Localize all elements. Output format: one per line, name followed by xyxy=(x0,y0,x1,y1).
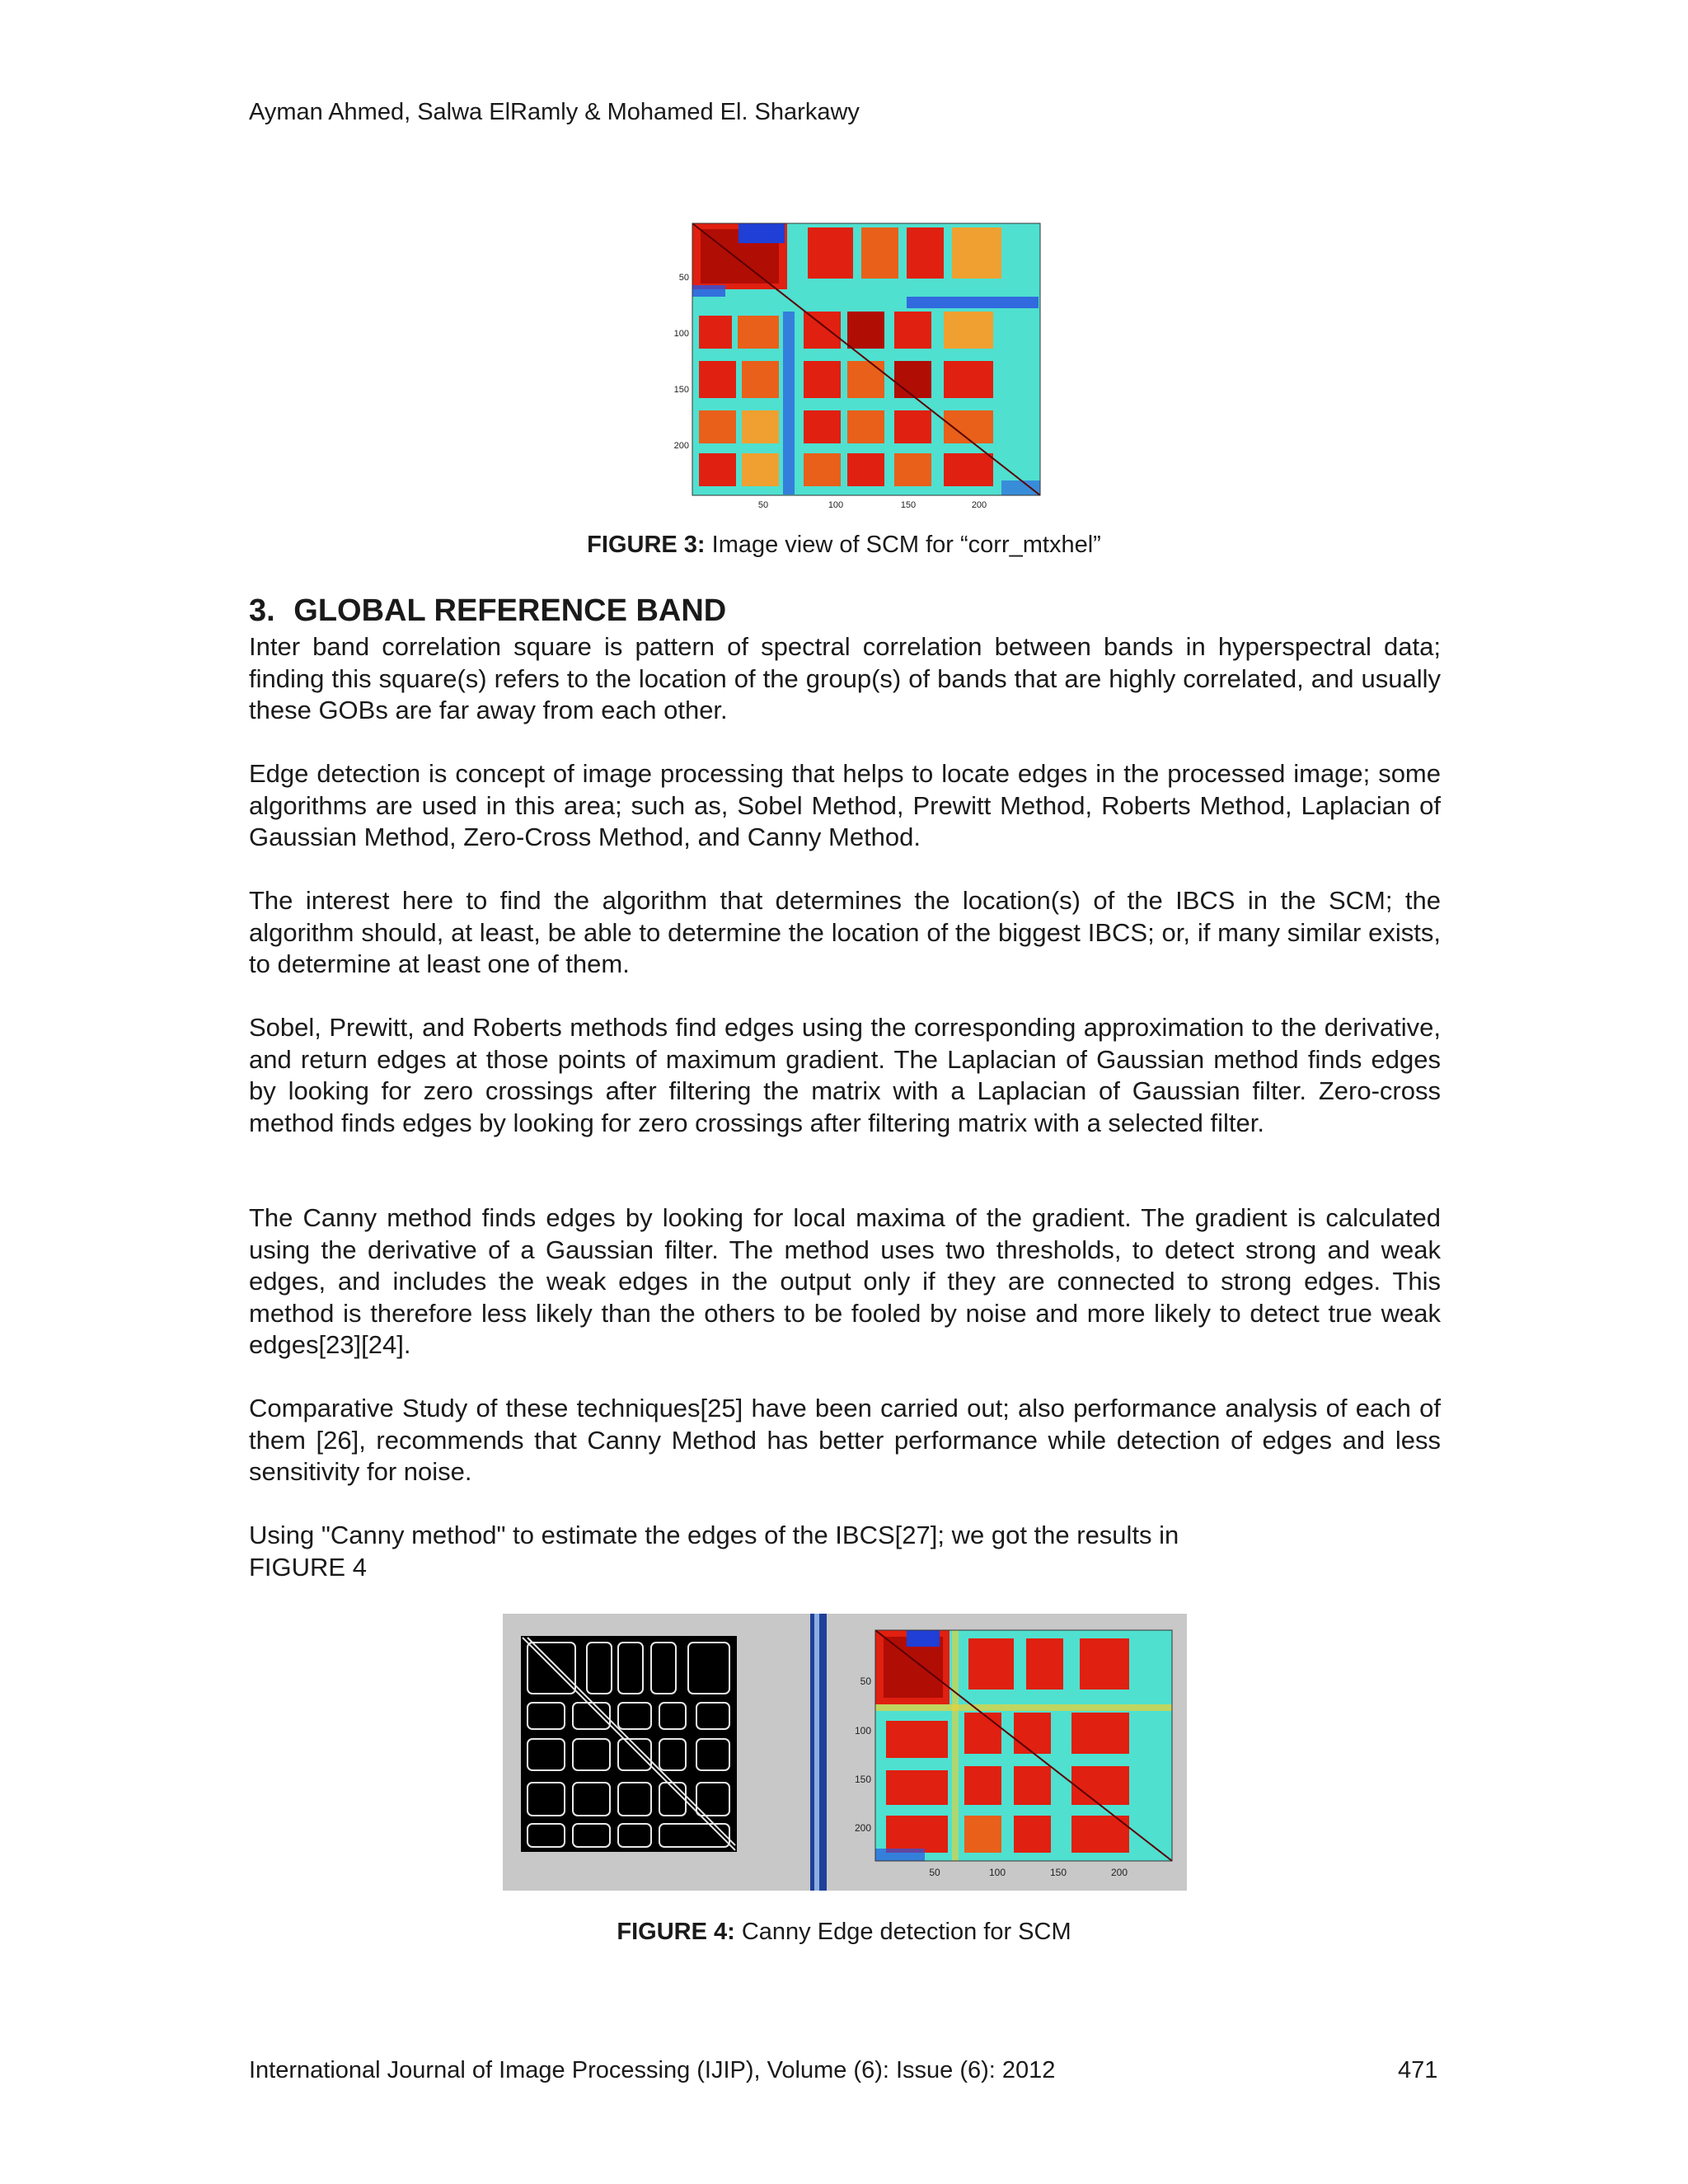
figure-4-edge-map xyxy=(521,1636,737,1852)
figure-3-y-tick: 200 xyxy=(673,441,689,451)
figure-3-caption xyxy=(0,532,1688,559)
figure-4-x-tick: 200 xyxy=(1110,1867,1128,1878)
paragraph-1: Inter band correlation square is pattern of spectral correlation between bands in hyperspectral data; finding this square(s) refers to the location of the group(s) of bands that are highly correlated, and usually these GOBs are far away from each other. xyxy=(249,632,1441,725)
figure-3-x-tick: 100 xyxy=(828,500,844,510)
figure-4-x-tick: 100 xyxy=(988,1867,1006,1878)
figure-4-x-tick: 50 xyxy=(929,1867,940,1878)
paragraph-7: Using "Canny method" to estimate the edges of the IBCS[27]; we got the results in xyxy=(249,1521,1179,1549)
paragraph-5: The Canny method finds edges by looking for local maxima of the gradient. The gradient is calculated using the derivative of a Gaussian filter. The method uses two thresholds, to detect strong and weak edges, and includes the weak edges in the output only if they are connected to strong edges. This method is therefore less likely than the others to be fooled by noise and more likely to detect true weak edges[23][24]. xyxy=(249,1203,1441,1360)
figure-4-y-tick: 150 xyxy=(854,1774,871,1785)
figure-4-caption-label: FIGURE 4: xyxy=(617,1919,735,1945)
figure-3-scm-image xyxy=(659,221,1047,514)
figure-4-y-tick: 200 xyxy=(854,1822,871,1834)
figure-4-heatmap xyxy=(875,1630,1172,1861)
paragraph-4: Sobel, Prewitt, and Roberts methods find edges using the corresponding approximation to the derivative, and return edges at those points of maximum gradient. The Laplacian of Gaussian method finds edges by looking for zero crossings after filtering the matrix with a Laplacian of Gaussian filter. Zero-cross method finds edges by looking for zero crossings after filtering matrix with a selected filter. xyxy=(249,1013,1441,1137)
figure-3-y-ticks xyxy=(674,273,689,451)
figure-3-y-tick: 50 xyxy=(678,273,689,283)
figure-4-y-tick: 50 xyxy=(860,1675,871,1687)
running-head: Ayman Ahmed, Salwa ElRamly & Mohamed El. Sharkawy xyxy=(249,99,860,125)
paragraph-2: Edge detection is concept of image processing that helps to locate edges in the processed image; some algorithms are used in this area; such as, Sobel Method, Prewitt Method, Roberts Method, Laplacian of Gaussian Method, Zero-Cross Method, and Canny Method. xyxy=(249,759,1441,852)
figure-4-canny-comparison xyxy=(503,1614,1187,1891)
paragraph-6: Comparative Study of these techniques[25] have been carried out; also performance analysis of each of them [26], recommends that Canny Method has better performance while detection of edges and less sensitivity for noise. xyxy=(249,1394,1441,1487)
figure-4-caption-text: Canny Edge detection for SCM xyxy=(741,1919,1071,1945)
figure-3-caption-label: FIGURE 3: xyxy=(587,532,706,558)
section-number: 3. xyxy=(249,593,275,628)
footer-journal: International Journal of Image Processing (IJIP), Volume (6): Issue (6): 2012 xyxy=(249,2057,1056,2083)
figure-4-x-tick: 150 xyxy=(1049,1867,1067,1878)
figure-3-x-ticks xyxy=(758,500,987,510)
figure-3-y-tick: 100 xyxy=(673,329,689,339)
figure-4-caption xyxy=(0,1919,1688,1946)
figure-3-x-tick: 50 xyxy=(757,500,769,510)
paragraph-3: The interest here to find the algorithm that determines the location(s) of the IBCS in the SCM; the algorithm should, at least, be able to determine the location of the biggest IBCS; or, if many similar exists, to determine at least one of them. xyxy=(249,886,1441,979)
figure-3-x-tick: 150 xyxy=(900,500,917,510)
figure-3-caption-text: Image view of SCM for “corr_mtxhel” xyxy=(711,532,1101,558)
paragraph-7-figure-ref: FIGURE 4 xyxy=(249,1553,367,1582)
section-heading xyxy=(249,593,726,629)
section-title: GLOBAL REFERENCE BAND xyxy=(293,593,727,628)
figure-3-y-tick: 150 xyxy=(673,385,689,395)
figure-3-x-tick: 200 xyxy=(971,500,987,510)
footer-page-number: 471 xyxy=(1398,2057,1438,2083)
figure-4-y-tick: 100 xyxy=(854,1725,871,1736)
